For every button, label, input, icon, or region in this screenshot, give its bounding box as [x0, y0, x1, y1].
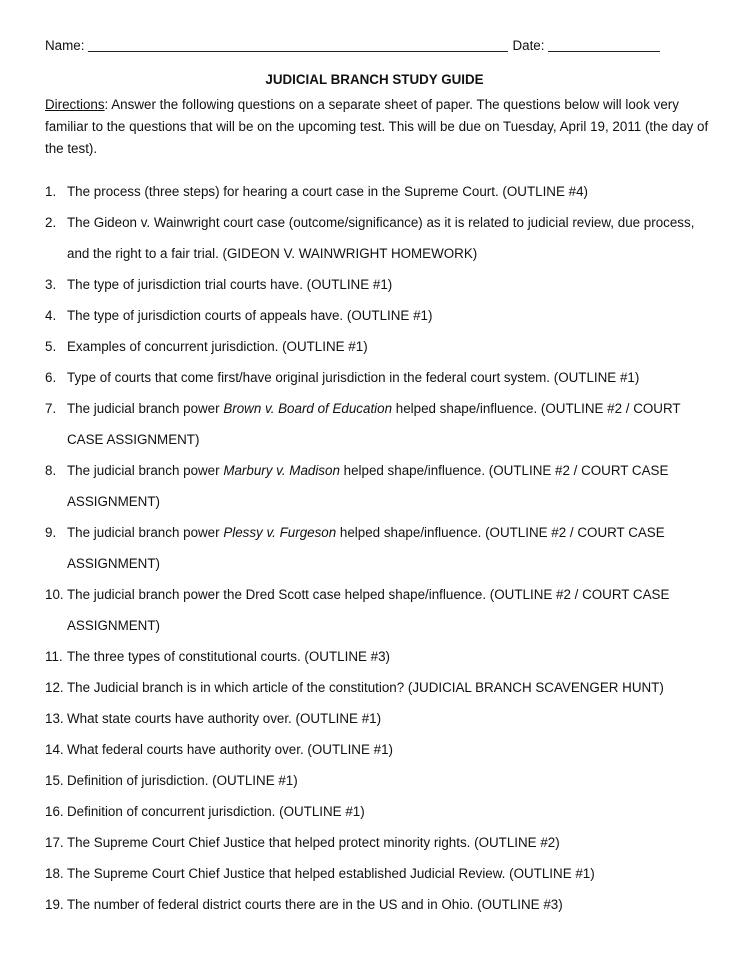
question-text [67, 579, 715, 641]
question-number: 11. [45, 649, 63, 664]
question-text [67, 827, 715, 858]
question-text-post: helped shape/influence. (OUTLINE #2 / COURT CASE ASSIGNMENT) [67, 463, 669, 509]
case-name: Plessy v. Furgeson [223, 525, 337, 540]
question-item [45, 858, 715, 889]
question-text [67, 796, 715, 827]
question-text [67, 858, 715, 889]
question-number: 3. [45, 277, 57, 292]
question-text-pre: The type of jurisdiction courts of appeals have. (OUTLINE #1) [67, 308, 433, 323]
question-text-pre: The judicial branch power [67, 525, 224, 540]
question-number: 9. [45, 525, 57, 540]
question-item [45, 207, 715, 269]
question-text [67, 765, 715, 796]
question-number: 15. [45, 773, 64, 788]
question-text-post: helped shape/influence. (OUTLINE #2 / COURT CASE ASSIGNMENT) [67, 525, 665, 571]
question-text [67, 269, 715, 300]
name-date-header [45, 38, 705, 53]
question-text-pre: The three types of constitutional courts. (OUTLINE #3) [67, 649, 391, 664]
question-text [67, 300, 715, 331]
question-text-pre: The type of jurisdiction trial courts have. (OUTLINE #1) [67, 277, 393, 292]
question-number: 18. [45, 866, 64, 881]
question-item [45, 331, 715, 362]
question-text-pre: The Supreme Court Chief Justice that helped protect minority rights. (OUTLINE #2) [67, 835, 560, 850]
case-name: Brown v. Board of Education [223, 401, 393, 416]
question-text [67, 641, 715, 672]
question-text [67, 393, 715, 455]
question-item [45, 269, 715, 300]
question-text [67, 517, 715, 579]
question-item [45, 641, 715, 672]
question-item [45, 455, 715, 517]
question-text [67, 889, 715, 920]
case-name: Marbury v. Madison [223, 463, 340, 478]
date-label: Date: [512, 38, 545, 53]
question-number: 8. [45, 463, 57, 478]
question-number: 6. [45, 370, 57, 385]
question-item [45, 517, 715, 579]
question-text [67, 734, 715, 765]
question-text [67, 176, 715, 207]
question-text [67, 331, 715, 362]
question-item [45, 393, 715, 455]
page-title: JUDICIAL BRANCH STUDY GUIDE [265, 72, 484, 87]
question-text [67, 207, 715, 269]
question-item [45, 176, 715, 207]
question-list [45, 176, 715, 920]
question-number: 12. [45, 680, 64, 695]
question-text-pre: The Judicial branch is in which article of the constitution? (JUDICIAL BRANCH SCAVENGER HUNT) [67, 680, 664, 695]
name-label: Name: [45, 38, 85, 53]
question-item [45, 889, 715, 920]
question-text-pre: What state courts have authority over. (OUTLINE #1) [67, 711, 382, 726]
directions [45, 94, 710, 160]
question-text-pre: The process (three steps) for hearing a court case in the Supreme Court. (OUTLINE #4) [67, 184, 588, 199]
question-number: 14. [45, 742, 64, 757]
question-text-pre: The judicial branch power [67, 463, 224, 478]
question-text-pre: The Gideon v. Wainwright court case (outcome/significance) as it is related to judicial review, due process, and the right to a fair trial. (GIDEON V. WAINWRIGHT HOMEWORK) [67, 215, 695, 261]
directions-label: Directions [45, 97, 105, 112]
question-text [67, 703, 715, 734]
question-item [45, 300, 715, 331]
question-number: 13. [45, 711, 64, 726]
question-number: 2. [45, 215, 57, 230]
question-text-pre: What federal courts have authority over. (OUTLINE #1) [67, 742, 393, 757]
question-text-pre: Definition of jurisdiction. (OUTLINE #1) [67, 773, 298, 788]
name-blank[interactable] [88, 38, 508, 52]
question-number: 16. [45, 804, 64, 819]
question-text-pre: The judicial branch power [67, 401, 224, 416]
question-item [45, 827, 715, 858]
question-text-pre: Type of courts that come first/have original jurisdiction in the federal court system. (OUTLINE #1) [67, 370, 640, 385]
directions-text: : Answer the following questions on a separate sheet of paper. The questions below will look very familiar to the questions that will be on the upcoming test. This will be due on Tuesday, April 19, 2011 (the day of the test). [45, 97, 709, 156]
question-item [45, 765, 715, 796]
question-number: 4. [45, 308, 57, 323]
question-number: 7. [45, 401, 57, 416]
question-number: 10. [45, 587, 64, 602]
question-text-pre: The number of federal district courts there are in the US and in Ohio. (OUTLINE #3) [67, 897, 563, 912]
question-number: 1. [45, 184, 57, 199]
question-text-pre: The Supreme Court Chief Justice that helped established Judicial Review. (OUTLINE #1) [67, 866, 595, 881]
question-text-post: helped shape/influence. (OUTLINE #2 / COURT CASE ASSIGNMENT) [67, 401, 681, 447]
question-number: 5. [45, 339, 57, 354]
question-item [45, 796, 715, 827]
question-number: 19. [45, 897, 64, 912]
question-text [67, 455, 715, 517]
date-blank[interactable] [548, 38, 660, 52]
question-item [45, 672, 715, 703]
question-item [45, 703, 715, 734]
question-text [67, 672, 715, 703]
question-text-pre: Definition of concurrent jurisdiction. (OUTLINE #1) [67, 804, 365, 819]
question-item [45, 579, 715, 641]
question-number: 17. [45, 835, 64, 850]
question-text [67, 362, 715, 393]
question-text-pre: The judicial branch power the Dred Scott case helped shape/influence. (OUTLINE #2 / COURT CASE ASSIGNMENT) [67, 587, 670, 633]
question-item [45, 362, 715, 393]
question-item [45, 734, 715, 765]
question-text-pre: Examples of concurrent jurisdiction. (OUTLINE #1) [67, 339, 368, 354]
